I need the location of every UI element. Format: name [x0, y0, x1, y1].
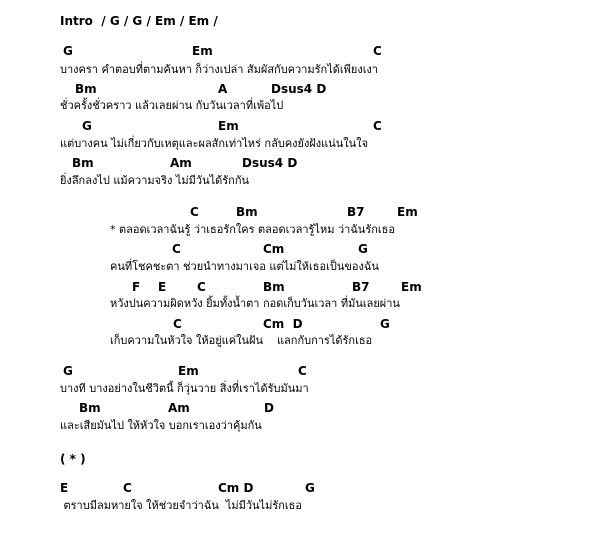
lyric-line: บางครา คำตอบที่ตามค้นหา ก็ว่างเปล่า สัมผัสกับความรักได้เพียงเงา: [60, 63, 379, 76]
chord: Em: [178, 364, 199, 378]
chord: G: [63, 44, 73, 58]
chord: C: [298, 364, 307, 378]
lyric-line: * ตลอดเวลาฉันรู้ ว่าเธอรักใคร ตลอดเวลารู้ไหม ว่าฉันรักเธอ: [110, 223, 395, 236]
lyric-line: แต่บางคน ไม่เกี่ยวกับเหตุและผลสักเท่าไหร่ กลับคงยังฝังแน่นในใจ: [60, 137, 369, 150]
chord: Cm D: [263, 317, 303, 331]
repeat-marker: ( * ): [60, 452, 86, 466]
chord: A: [218, 82, 228, 96]
chord: C: [373, 44, 382, 58]
chord: G: [358, 242, 368, 256]
chord: C: [373, 119, 382, 133]
lyric-line: และเสียมันไป ให้หัวใจ บอกเราเองว่าคุ้มกัน: [60, 419, 262, 432]
lyric-line: ชั่วครั้งชั่วคราว แล้วเลยผ่าน กับวันเวลาที่เพ้อไป: [60, 99, 284, 112]
intro-line: Intro / G / G / Em / Em /: [60, 14, 218, 28]
chord: Bm: [72, 156, 94, 170]
chord: G: [380, 317, 390, 331]
chord: C: [123, 481, 132, 495]
lyric-line: เก็บความในหัวใจ ให้อยู่แค่ในฝัน แลกกับการได้รักเธอ: [110, 334, 373, 347]
chord: Bm: [263, 280, 285, 294]
lyric-line: คนที่โชคชะตา ช่วยนำทางมาเจอ แต่ไม่ให้เธอเป็นของฉัน: [110, 260, 379, 273]
chord: C: [190, 205, 199, 219]
chord: Dsus4 D: [242, 156, 298, 170]
chord: C: [197, 280, 206, 294]
chord: C: [173, 317, 182, 331]
chord: G: [63, 364, 73, 378]
chord: C: [172, 242, 181, 256]
chord: Bm: [79, 401, 101, 415]
chord: B7: [347, 205, 365, 219]
chord: G: [305, 481, 315, 495]
chord: Em: [218, 119, 239, 133]
lyric-line: ตราบมีลมหายใจ ให้ช่วยจำว่าฉัน ไม่มีวันไม่รักเธอ: [60, 499, 302, 512]
lyric-line: ยิ่งลึกลงไป แม้ความจริง ไม่มีวันได้รักกัน: [60, 174, 250, 187]
chord: Dsus4 D: [271, 82, 327, 96]
chord: Cm: [263, 242, 285, 256]
chord: E: [158, 280, 167, 294]
chord: Em: [192, 44, 213, 58]
lyric-line: บางที บางอย่างในชีวิตนี้ ก็วุ่นวาย สิ่งที่เราได้รับมันมา: [60, 382, 309, 395]
lyric-line: หวังปนความผิดหวัง ยิ้มทั้งน้ำตา กอดเก็บวันเวลา ที่มันเลยผ่าน: [110, 297, 400, 310]
chord: Am: [168, 401, 190, 415]
chord: Em: [397, 205, 418, 219]
chord: Cm D: [218, 481, 254, 495]
chord: D: [264, 401, 274, 415]
chord: B7: [352, 280, 370, 294]
chord: Am: [170, 156, 192, 170]
chord: Bm: [75, 82, 97, 96]
chord: Bm: [236, 205, 258, 219]
chord: F: [132, 280, 141, 294]
chord: G: [82, 119, 92, 133]
chord: E: [60, 481, 69, 495]
chord: Em: [401, 280, 422, 294]
